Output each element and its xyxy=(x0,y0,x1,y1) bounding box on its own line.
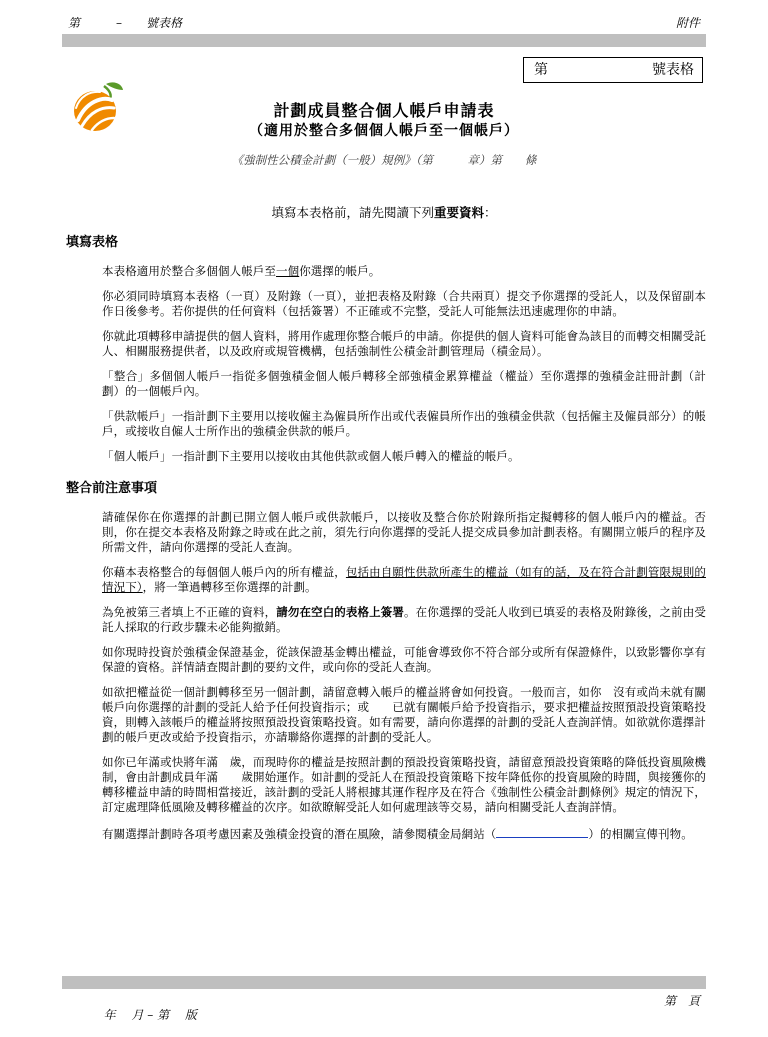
header-form-number: 第 – 號表格 xyxy=(68,16,183,30)
intro-line xyxy=(0,203,768,221)
section-heading-completing-form: 填寫表格 xyxy=(66,235,119,250)
paragraph: 「整合」多個個人帳戶一指從多個強積金個人帳戶轉移全部強積金累算權益（權益）至你選擇的強積金註冊計劃（計劃）的一個帳戶內。 xyxy=(102,369,706,398)
footer-edition: 年 月 – 第 版 xyxy=(103,1008,197,1022)
bold-warning: 請勿在空白的表格上簽署 xyxy=(276,605,405,619)
header-attachment: 附件 xyxy=(675,16,700,30)
form-number-suffix: 號表格 xyxy=(652,62,694,78)
intro-colon: ： xyxy=(484,205,497,220)
intro-text: 填寫本表格前，請先閱讀下列 xyxy=(271,205,434,220)
paragraph-text: 你選擇的帳戶。 xyxy=(299,264,381,278)
form-title: 計劃成員整合個人帳戶申請表 xyxy=(273,101,495,120)
paragraph-text: 你藉本表格整合的每個個人帳戶內的所有權益， xyxy=(102,565,346,579)
paragraph xyxy=(102,605,706,635)
intro-important: 重要資料 xyxy=(433,205,484,220)
paragraph-text: 本表格適用於整合多個個人帳戶至 xyxy=(102,264,276,278)
paragraph-text: ）的相關宣傳刊物。 xyxy=(588,827,693,841)
paragraph-text: 有關選擇計劃時各項考慮因素及強積金投資的潛在風險，請參閱積金局網站（ xyxy=(102,827,497,841)
footer-bar xyxy=(62,976,706,989)
page-header xyxy=(68,14,700,32)
paragraph-text: 。在你選擇的受託人收到已填妥的表格及附錄後，之前由受託人採取的行政步驟未必能夠撤銷。 xyxy=(102,605,706,634)
paragraph: 如你現時投資於強積金保證基金，從該保證基金轉出權益，可能會導致你不符合部分或所有保證條件，以致影響你享有保證的資格。詳情請查閱計劃的要約文件，或向你的受託人查詢。 xyxy=(102,645,706,674)
underlined-text: 包括由自願性供款所產生的權益（如有的話，及在符合計劃管限規則的情況下） xyxy=(102,565,706,594)
form-body xyxy=(66,234,706,852)
paragraph: 「供款帳戶」一指計劃下主要用以接收僱主為僱員所作出或代表僱員所作出的強積金供款（包括僱主及僱員部分）的帳戶，或接收自僱人士所作出的強積金供款的帳戶。 xyxy=(102,409,706,438)
paragraph xyxy=(102,264,706,279)
form-subtitle: （適用於整合多個個人帳戶至一個帳戶） xyxy=(249,123,519,139)
page-footer xyxy=(96,992,700,1022)
form-number-box xyxy=(523,57,703,83)
paragraph-text: 為免被第三者填上不正確的資料， xyxy=(102,605,277,619)
paragraph xyxy=(102,825,706,842)
paragraph: 請確保你在你選擇的計劃已開立個人帳戶或供款帳戶，以接收及整合你於附錄所指定擬轉移的個人帳戶內的權益。否則，你在提交本表格及附錄之時或在此之前，須先行向你選擇的受託人提交成員參加計劃表格。有關開立帳戶的程序及所需文件，請向你選擇的受託人查詢。 xyxy=(102,510,706,554)
header-bar xyxy=(62,34,706,47)
paragraph: 「個人帳戶」一指計劃下主要用以接收由其他供款或個人帳戶轉入的權益的帳戶。 xyxy=(102,449,520,463)
form-number-prefix: 第 xyxy=(534,62,548,78)
underlined-text: 一個 xyxy=(276,264,300,278)
paragraph: 如你已年滿或快將年滿 歲，而現時你的權益是按照計劃的預設投資策略投資，請留意預設投資策略的降低投資風險機制，會由計劃成員年滿 歲開始運作。如計劃的受託人在預設投資策略下按年降低你的投資風險的時間，與接獲你的轉移權益申請的時間相當接近，該計劃的受託人將根據其運作程序及在符合《強制性公積金計劃條例》規定的情況下，訂定處理降低風險及轉移權益的次序。如欲瞭解受託人如何處理該等交易，請向相關受託人查詢詳情。 xyxy=(102,755,706,814)
paragraph-text: ，將一筆過轉移至你選擇的計劃。 xyxy=(142,580,317,594)
footer-page-number: 第 頁 xyxy=(663,994,700,1008)
section-heading-before-consolidation: 整合前注意事項 xyxy=(66,481,158,496)
website-link-blank[interactable] xyxy=(496,825,588,838)
ordinance-reference: 《強制性公積金計劃（一般）規例》（第 章）第 條 xyxy=(231,153,537,167)
paragraph xyxy=(102,565,706,595)
paragraph: 你必須同時填寫本表格（一頁）及附錄（一頁），並把表格及附錄（合共兩頁）提交予你選擇的受託人，以及保留副本作日後參考。若你提供的任何資料（包括簽署）不正確或不完整，受託人可能無法迅速處理你的申請。 xyxy=(102,289,706,318)
paragraph: 你就此項轉移申請提供的個人資料，將用作處理你整合帳戶的申請。你提供的個人資料可能會為該目的而轉交相關受託人、相關服務提供者，以及政府或規管機構，包括強制性公積金計劃管理局（積金局）。 xyxy=(102,329,706,358)
paragraph: 如欲把權益從一個計劃轉移至另一個計劃，請留意轉入帳戶的權益將會如何投資。一般而言，如你 沒有或尚未就有關帳戶向你選擇的計劃的受託人給予任何投資指示；或 已就有關帳戶給予投資指示，要求把權益按照預設投資策略投資，則轉入該帳戶的權益將按照預設投資策略投資。如有需要，請向你選擇的計劃的受託人查詢詳情。如欲就你選擇計劃的帳戶更改或給予投資指示，亦請聯絡你選擇的計劃的受託人。 xyxy=(102,685,706,744)
